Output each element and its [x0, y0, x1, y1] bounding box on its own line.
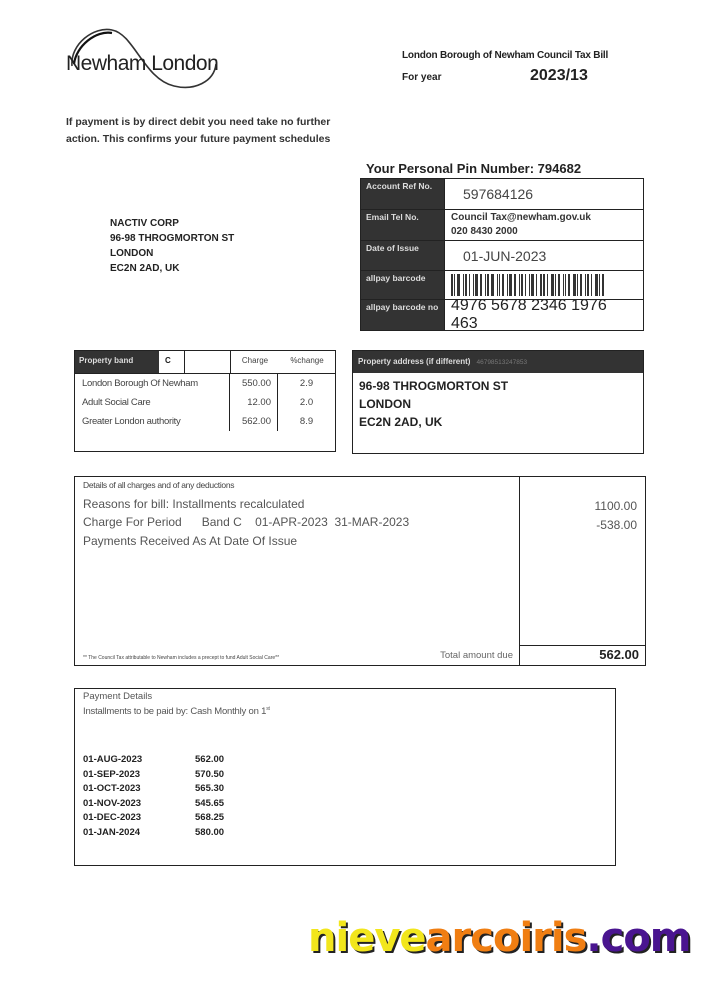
property-postcode: EC2N 2AD, UK [359, 415, 443, 429]
issue-date-value: 01-JUN-2023 [463, 247, 547, 264]
contact-row [361, 210, 643, 241]
account-ref-value: 597684126 [463, 186, 534, 202]
authority-pct-change: 2.9 [299, 378, 314, 389]
charges-title: Details of all charges and of any deductions [83, 480, 235, 490]
property-street: 96-98 THROGMORTON ST [359, 379, 509, 393]
authority-name: London Borough Of Newham [75, 374, 230, 393]
installment-schedule [83, 753, 224, 840]
authority-name: Adult Social Care [75, 393, 230, 412]
year-label: For year [402, 72, 442, 83]
charge-amount: 1100.00 [594, 499, 637, 513]
barcode-row [361, 271, 643, 300]
installment-date: 01-JAN-2024 [83, 826, 141, 838]
list-item [83, 811, 224, 826]
tel-value: 020 8430 2000 [451, 226, 518, 237]
account-details-table [360, 178, 644, 331]
barcode-icon [451, 274, 607, 296]
addressee-street: 96-98 THROGMORTON ST [110, 233, 235, 244]
installment-date: 01-OCT-2023 [83, 783, 141, 794]
property-band-label: Property band [75, 351, 159, 373]
property-address-label: Property address (if different) [358, 357, 471, 366]
barcode-number-row [361, 297, 643, 332]
list-item [83, 768, 224, 783]
addressee-city: LONDON [110, 248, 154, 259]
authority-name: Greater London authority [75, 412, 230, 431]
pct-change-column-header: %change [290, 356, 324, 365]
table-row [75, 393, 335, 412]
adult-social-care-footnote: ** The Council Tax attributable to Newham includes a precept to fund Adult Social Care** [83, 655, 280, 661]
watermark-part3: .com [586, 915, 691, 961]
property-reference: 46798513247853 [476, 359, 528, 366]
watermark-part2: arcoiris [425, 915, 587, 961]
installment-amount: 565.30 [195, 783, 225, 794]
addressee-name: NACTIV CORP [110, 218, 179, 229]
installment-date: 01-SEP-2023 [83, 768, 141, 780]
issue-date-row [361, 241, 643, 271]
list-item [83, 797, 224, 812]
list-item [83, 782, 224, 797]
email-tel-label: Email Tel No. [361, 210, 445, 240]
charges-amounts-column [520, 477, 645, 642]
list-item [83, 826, 224, 841]
authority-charge: 550.00 [230, 374, 278, 393]
charges-details-box [74, 476, 646, 666]
allpay-barcode-number: 4976 5678 2346 1976 463 [451, 297, 607, 332]
total-amount-due-label: Total amount due [440, 650, 513, 661]
allpay-barcode-no-label: allpay barcode no [361, 300, 445, 330]
personal-pin-number: Your Personal Pin Number: 794682 [366, 161, 582, 176]
installment-method-text: Installments to be paid by: Cash Monthly on 1 [83, 706, 267, 718]
issue-date-label: Date of Issue [361, 241, 445, 270]
total-amount-due-value: 562.00 [520, 645, 645, 665]
account-ref-row [361, 179, 643, 210]
property-address-header [353, 351, 643, 373]
newham-logo [64, 24, 224, 104]
authority-charge: 12.00 [230, 393, 278, 412]
band-blank-cell [185, 351, 231, 373]
installment-amount: 568.25 [195, 812, 225, 823]
installment-amount: 545.65 [195, 797, 225, 809]
property-city: LONDON [359, 397, 411, 411]
logo-text: Newham London [66, 52, 219, 75]
table-row [75, 374, 335, 393]
watermark-part1: nieve [308, 915, 426, 961]
account-ref-label: Account Ref No. [361, 179, 445, 209]
payments-amount: -538.00 [596, 518, 637, 532]
payments-received: Payments Received As At Date Of Issue [83, 534, 298, 548]
bill-reason: Reasons for bill: Installments recalculated [83, 497, 305, 511]
bill-title: London Borough of Newham Council Tax Bill [402, 50, 609, 61]
installment-amount: 562.00 [195, 754, 225, 765]
list-item [83, 753, 224, 768]
installment-date: 01-DEC-2023 [83, 812, 142, 823]
email-value[interactable]: Council Tax@newham.gov.uk [451, 212, 591, 223]
property-band-table [74, 350, 336, 452]
contact-values [445, 210, 643, 240]
installment-method [83, 706, 270, 717]
direct-debit-note: If payment is by direct debit you need take no further action. This confirms your future payment schedules [66, 116, 331, 145]
charges-description-column [75, 477, 520, 665]
authority-pct-change: 8.9 [299, 416, 314, 427]
table-row [75, 412, 335, 431]
charge-column-header: Charge [241, 356, 269, 365]
payment-details-box [74, 688, 616, 866]
installment-date: 01-AUG-2023 [83, 754, 143, 765]
ordinal-suffix: st [266, 706, 270, 712]
addressee-block [110, 216, 234, 276]
barcode-cell [445, 271, 643, 299]
band-header [75, 351, 335, 374]
charge-period: Charge For Period Band C 01-APR-2023 31-MAR-2023 [83, 515, 410, 529]
allpay-barcode-label: allpay barcode [361, 271, 445, 299]
property-address-box [352, 350, 644, 454]
property-band-value: C [159, 351, 185, 373]
payment-details-title: Payment Details [83, 691, 153, 702]
installment-amount: 580.00 [195, 826, 225, 838]
authority-charge: 562.00 [230, 412, 278, 431]
authority-pct-change: 2.0 [299, 397, 314, 408]
installment-date: 01-NOV-2023 [83, 797, 142, 809]
watermark [308, 915, 690, 961]
property-address-lines [353, 373, 643, 435]
year-value: 2023/13 [530, 67, 588, 84]
addressee-postcode: EC2N 2AD, UK [110, 263, 180, 274]
installment-amount: 570.50 [195, 768, 225, 780]
